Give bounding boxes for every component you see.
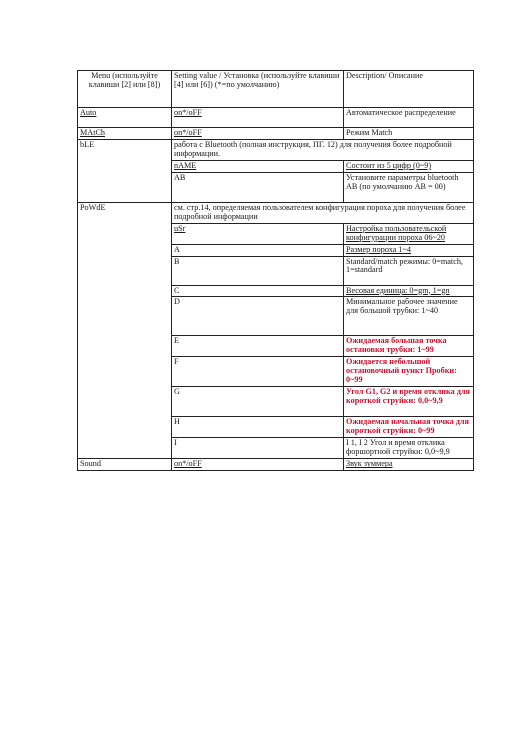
ble-intro: работа с Bluetooth (полная инструкция, ПГ. 12) для получения более подробной информации. [172, 139, 474, 160]
row-ble-intro [78, 139, 474, 160]
description-match: Режим Match [344, 128, 474, 140]
description-sound: Звук зуммера [344, 459, 474, 471]
description-auto: Автоматическое распределение [344, 108, 474, 128]
powde-f-description: Ожидается небольшой остановочный пункт Пробки: 0~99 [344, 357, 474, 387]
powde-usr-description: Настройка пользовательской конфигурации пороха 06~20 [344, 223, 474, 244]
row-sound [78, 459, 474, 471]
header-menu: Menu (используйте клавиши [2] или [8]) [78, 71, 172, 108]
ble-name-description: Состоит из 5 цифр (0~9) [344, 160, 474, 172]
row-match [78, 128, 474, 140]
powde-g-key: G [172, 387, 344, 417]
powde-h-key: H [172, 417, 344, 438]
powde-d-description: Минимальное рабочее значение для большой трубки: 1~40 [344, 297, 474, 336]
powde-c-description: Весовая единица: 0=gm, 1=gn [344, 285, 474, 297]
powde-usr-key: uSr [172, 223, 344, 244]
menu-sound: Sound [78, 459, 172, 471]
header-setting: Setting value / Установка (используйте клавиши [4] или [6]) (*=по умолчанию) [172, 71, 344, 108]
menu-powde: PoWdE [78, 202, 172, 459]
setting-sound: on*/oFF [172, 459, 344, 471]
header-description: Description/ Описание [344, 71, 474, 108]
powde-intro: см. стр.14, определяемая пользователем конфигурация пороха для получения более подробной информации [172, 202, 474, 223]
ble-ab-setting: AB [172, 172, 344, 202]
powde-a-key: A [172, 244, 344, 256]
powde-a-description: Размер пороха 1~4 [344, 244, 474, 256]
menu-auto: Auto [78, 108, 172, 128]
settings-table [77, 70, 474, 471]
menu-match: MAtCh [78, 128, 172, 140]
table-header-row [78, 71, 474, 108]
setting-match: on*/oFF [172, 128, 344, 140]
powde-h-description: Ожидаемая начальная точка для короткой струйки: 0~99 [344, 417, 474, 438]
powde-e-description: Ожидаемая большая точка остановки трубки: 1~99 [344, 336, 474, 357]
row-auto [78, 108, 474, 128]
powde-g-description: Угол G1, G2 и время отклика для короткой струйки: 0,0~9,9 [344, 387, 474, 417]
ble-name-setting: nAME [172, 160, 344, 172]
powde-i-key: I [172, 438, 344, 459]
setting-auto: on*/oFF [172, 108, 344, 128]
powde-i-description: I 1, I 2 Угол и время отклика форшортной струйки: 0,0~9,9 [344, 438, 474, 459]
powde-f-key: F [172, 357, 344, 387]
powde-d-key: D [172, 297, 344, 336]
powde-c-key: C [172, 285, 344, 297]
row-powde-intro [78, 202, 474, 223]
powde-b-description: Standard/match режимы: 0=match, 1=standard [344, 256, 474, 285]
powde-b-key: B [172, 256, 344, 285]
menu-ble: bLE [78, 139, 172, 202]
ble-ab-description: Установите параметры bluetooth AB (по умолчанию AB = 00) [344, 172, 474, 202]
powde-e-key: E [172, 336, 344, 357]
